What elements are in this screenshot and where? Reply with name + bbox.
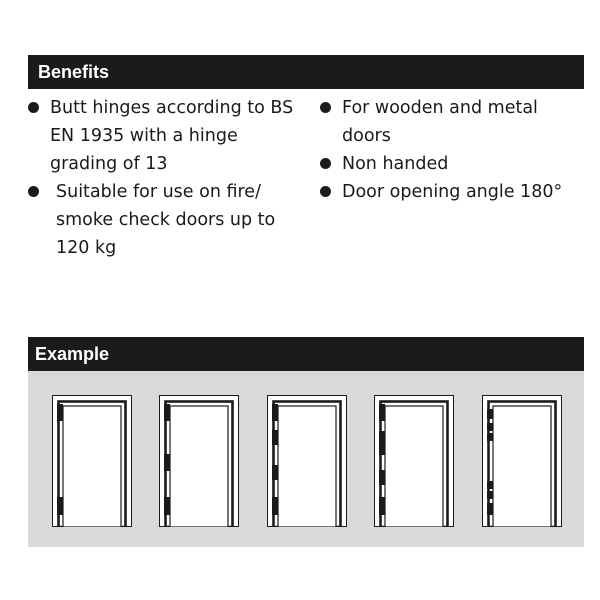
- door-leaf: [170, 406, 228, 527]
- door-leaf: [385, 406, 443, 527]
- hinge-icon: [379, 497, 385, 515]
- hinge-icon: [487, 423, 493, 431]
- benefit-text: For wooden and metal doors: [342, 98, 538, 146]
- benefit-text: Door opening angle 180°: [342, 182, 563, 202]
- door-leaf: [63, 406, 121, 527]
- door-diagram: [374, 395, 454, 527]
- hinge-icon: [487, 491, 493, 499]
- hinge-icon: [379, 431, 385, 445]
- hinge-icon: [164, 404, 170, 421]
- bullet-icon: [28, 102, 39, 113]
- benefits-header: [28, 55, 584, 89]
- door-diagram: [52, 395, 132, 527]
- hinge-icon: [272, 497, 278, 515]
- hinge-icon: [57, 404, 63, 421]
- example-header: [28, 337, 584, 371]
- benefit-item: [320, 94, 590, 150]
- benefit-text: Butt hinges according to BS EN 1935 with a hinge grading of 13: [50, 98, 294, 174]
- hinge-icon: [487, 433, 493, 441]
- benefit-item: [28, 94, 298, 178]
- hinge-icon: [57, 497, 63, 515]
- hinge-icon: [272, 465, 278, 480]
- hinge-icon: [164, 454, 170, 471]
- hinge-icon: [379, 404, 385, 421]
- benefits-list-left: [28, 94, 298, 262]
- benefit-text: Non handed: [342, 154, 449, 174]
- benefit-text: Suitable for use on fire/ smoke check doors up to 120 kg: [56, 182, 276, 258]
- benefit-item: [320, 150, 590, 178]
- benefit-item: [320, 178, 590, 206]
- bullet-icon: [320, 186, 331, 197]
- example-title: Example: [35, 344, 110, 364]
- hinge-icon: [487, 503, 493, 515]
- bullet-icon: [320, 158, 331, 169]
- hinge-icon: [164, 497, 170, 515]
- door-leaf: [493, 406, 551, 527]
- benefit-item: [28, 178, 298, 262]
- hinge-icon: [272, 430, 278, 445]
- hinge-icon: [379, 470, 385, 485]
- door-diagram: [267, 395, 347, 527]
- example-panel: [28, 371, 584, 547]
- hinge-icon: [487, 481, 493, 489]
- door-diagram: [159, 395, 239, 527]
- door-leaf: [278, 406, 336, 527]
- hinge-icon: [272, 404, 278, 421]
- hinge-icon: [379, 443, 385, 455]
- benefits-title: Benefits: [38, 62, 110, 82]
- bullet-icon: [320, 102, 331, 113]
- benefits-list-right: [320, 94, 590, 206]
- bullet-icon: [28, 186, 39, 197]
- door-diagram: [482, 395, 562, 527]
- hinge-icon: [487, 409, 493, 419]
